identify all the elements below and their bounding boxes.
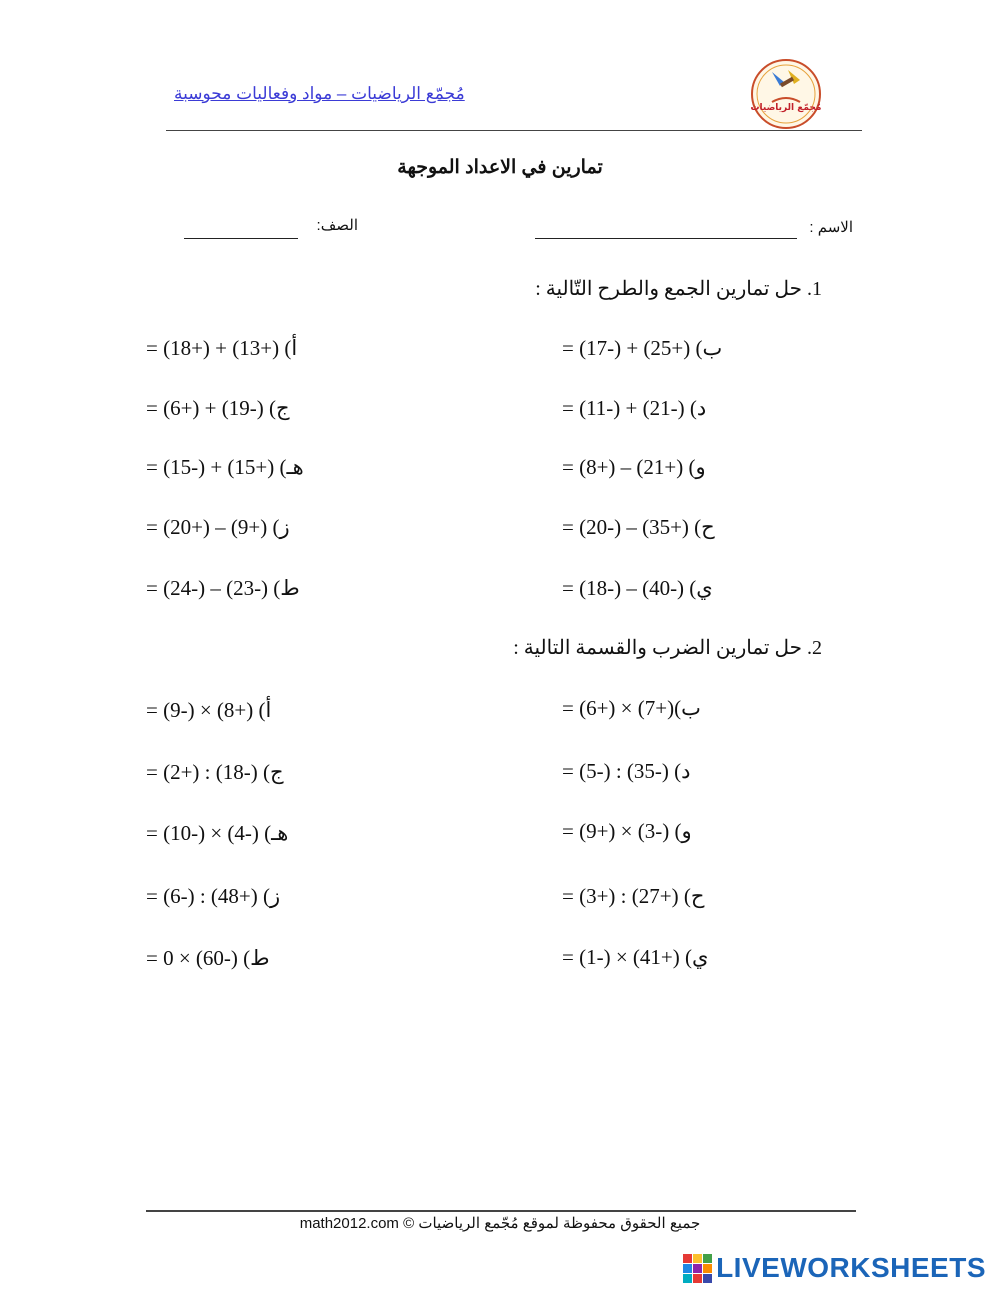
footer-copyright: جميع الحقوق محفوظة لموقع مُجّمع الرياضيات © math2012.com — [299, 1215, 701, 1232]
exercise-2b: = (6+) × (7+)(ب — [562, 696, 701, 720]
exercise-1b: = (17-) + (25+) (ب — [562, 336, 723, 360]
exercise-2a: = (9-) × (8+) (أ — [146, 698, 272, 722]
section1-heading: 1. حل تمارين الجمع والطرح التّالية : — [535, 278, 822, 300]
exercise-1g: = (20+) – (9+) (ز — [146, 515, 290, 539]
exercise-1a: = (18+) + (13+) (أ — [146, 336, 298, 360]
exercise-2i: = 0 × (60-) (ط — [146, 946, 270, 970]
footer-divider — [146, 1210, 856, 1212]
exercise-1c: = (6+) + (19-) (ج — [146, 396, 290, 420]
liveworksheets-wordmark: LIVEWORKSHEETS — [716, 1252, 986, 1283]
liveworksheets-logo[interactable] — [683, 1252, 986, 1284]
exercise-1i: = (24-) – (23-) (ط — [146, 576, 300, 600]
exercise-1j: = (18-) – (40-) (ي — [562, 576, 713, 600]
section2-heading: 2. حل تمارين الضرب والقسمة التالية : — [513, 637, 822, 659]
exercise-2j: = (1-) × (41+) (ي — [562, 945, 709, 969]
exercise-2f: = (9+) × (3-) (و — [562, 819, 692, 843]
exercise-1f: = (8+) – (21+) (و — [562, 455, 706, 479]
exercise-1d: = (11-) + (21-) (د — [562, 396, 707, 420]
svg-text:مُجمّع الرياضيات: مُجمّع الرياضيات — [750, 103, 822, 113]
exercise-2e: = (10-) × (4-) (هـ — [146, 821, 289, 845]
class-field[interactable] — [184, 238, 298, 239]
class-label: الصف: — [316, 217, 358, 234]
exercise-2h: = (3+) : (27+) (ح — [562, 884, 705, 908]
name-label: الاسم : — [809, 219, 853, 236]
exercise-2g: = (6-) : (48+) (ز — [146, 884, 281, 908]
page-title: تمارين في الاعداد الموجهة — [397, 157, 603, 178]
exercise-1e: = (15-) + (15+) (هـ — [146, 455, 304, 479]
exercise-1h: = (20-) – (35+) (ح — [562, 515, 715, 539]
site-link[interactable]: مُجمّع الرياضيات – مواد وفعاليات محوسبة — [174, 84, 465, 103]
exercise-2c: = (2+) : (18-) (ج — [146, 760, 284, 784]
exercise-2d: = (5-) : (35-) (د — [562, 759, 691, 783]
site-logo — [750, 58, 822, 130]
name-field[interactable] — [535, 238, 797, 239]
header-divider — [166, 130, 862, 131]
liveworksheets-grid-icon — [683, 1254, 712, 1283]
